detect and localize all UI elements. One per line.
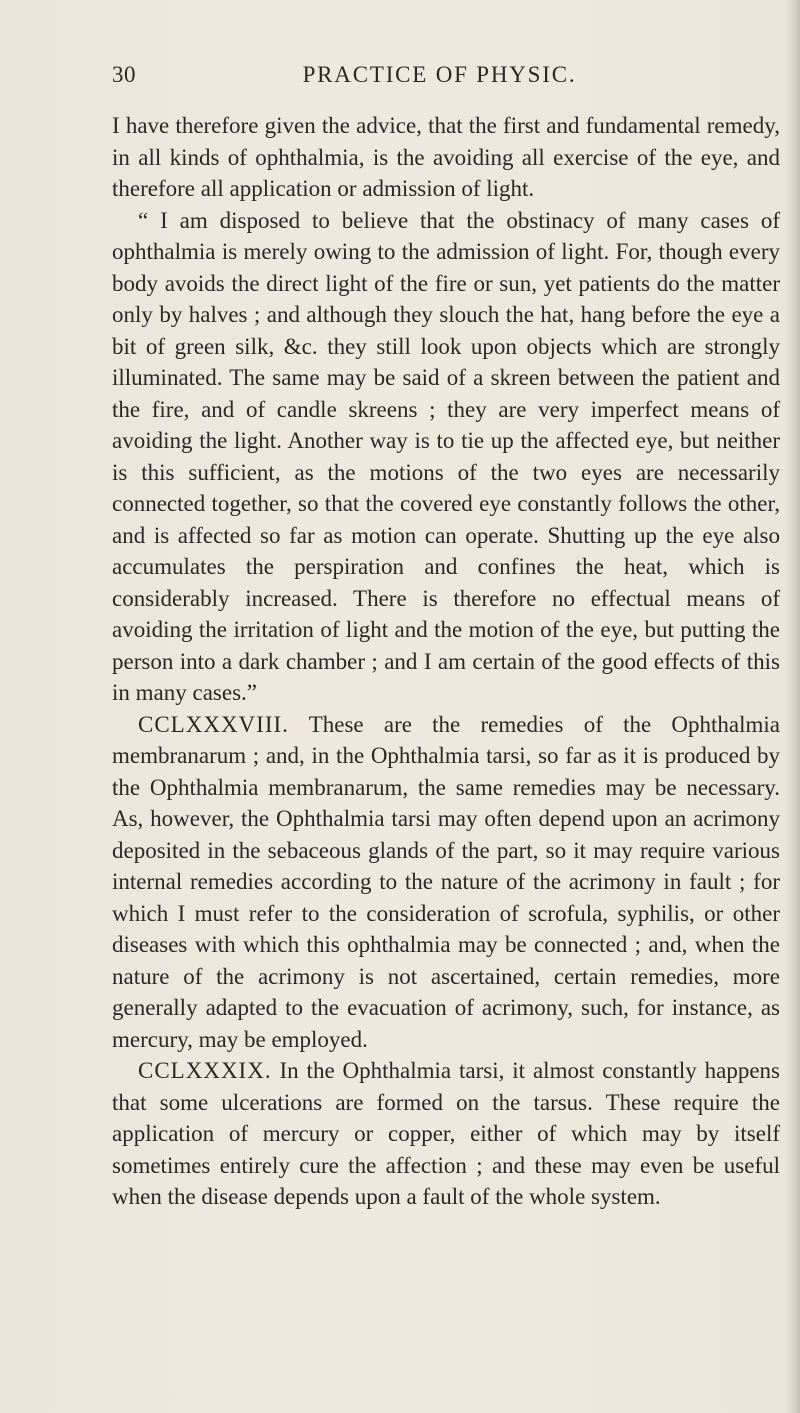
paragraph-quotation: “ I am disposed to believe that the obstinacy of many cases of ophthalmia is merely owing to the admission of light. For, though every body avoids the direct light of the fire or sun, yet patients do the matter only by halves ; and although they slouch the hat, hang before the eye a bit of green silk, &c. they still look upon objects which are strongly illuminated. The same may be said of a skreen between the patient and the fire, and of candle skreens ; they are very imperfect means of avoiding the light. Another way is to tie up the affected eye, but neither is this sufficient, as the motions of the two eyes are necessarily connected together, so that the covered eye constantly follows the other, and is affected so far as motion can operate. Shutting up the eye also accumulates the perspiration and confines the heat, which is considerably increased. There is therefore no effectual means of avoiding the irritation of light and the motion of the eye, but putting the person into a dark chamber ; and I am certain of the good effects of this in many cases.” [112,207,780,705]
paragraph-advice: I have therefore given the advice, that the first and fundamental remedy, in all kinds of ophthalmia, is the avoiding all exercise of the eye, and therefore all application or admission of light. [112,113,780,201]
section-text: These are the remedies of the Ophthalmia membranarum ; and, in the Ophthalmia tarsi, so far as it is produced by the Ophthalmia membranarum, the same remedies may be necessary. As, however, the Ophthalmia tarsi may often depend upon an acrimony deposited in the sebaceous glands of the part, so it may require various internal remedies according to the nature of the acrimony in fault ; for which I must refer to the consideration of scrofula, syphilis, or other diseases with which this ophthalmia may be connected ; and, when the nature of the acrimony is not ascertained, certain remedies, more generally adapted to the evacuation of acrimony, such, for instance, as mercury, may be employed. [112,711,780,1052]
section-number: CCLXXXVIII. [138,711,289,737]
page-number: 30 [112,62,136,87]
section-number: CCLXXXIX. [138,1058,272,1083]
paragraph-cclxxxviii [112,709,780,1056]
section-text: In the Ophthalmia tarsi, it almost constantly happens that some ulcerations are formed on the tarsus. These require the application of mercury or copper, either of which may by itself sometimes entirely cure the affection ; and these may even be useful when the disease depends upon a fault of the whole system. [112,1058,780,1209]
page-edge-shadow [786,0,800,1413]
body-text [112,110,780,1213]
page-header [112,62,767,94]
paragraph-cclxxxix [112,1055,780,1213]
running-head: PRACTICE OF PHYSIC. [302,62,577,87]
